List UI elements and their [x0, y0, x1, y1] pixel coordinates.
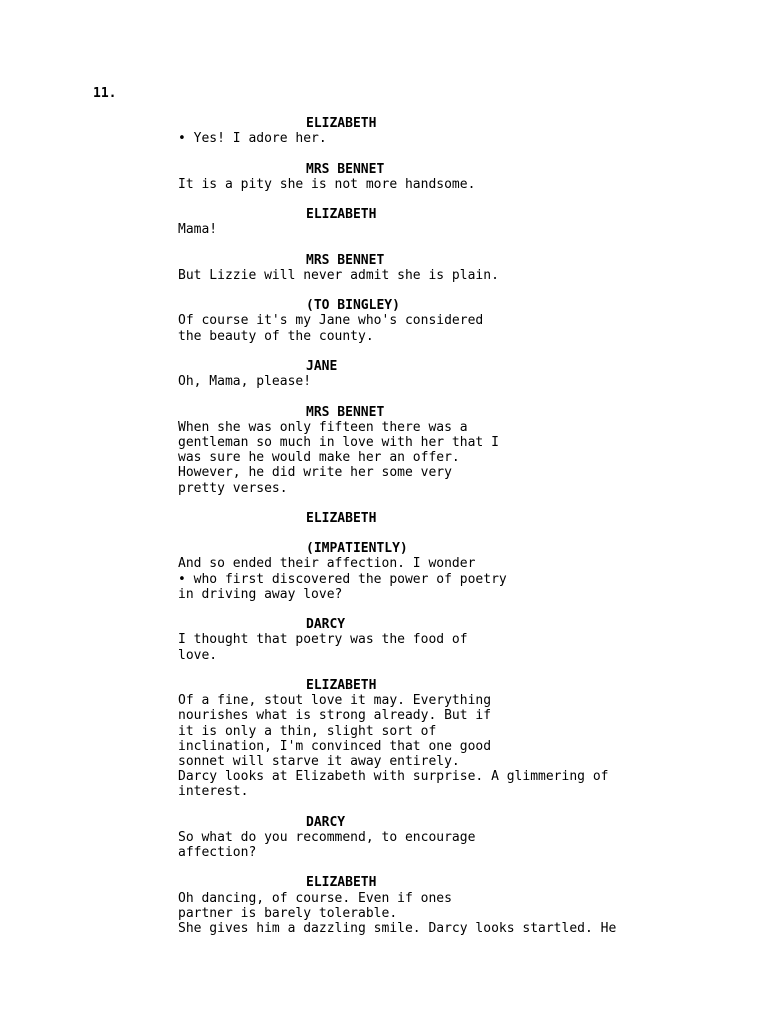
character-name: ELIZABETH	[306, 207, 377, 223]
dialogue-line: sonnet will starve it away entirely.	[178, 753, 460, 769]
dialogue-line: it is only a thin, slight sort of	[178, 723, 437, 739]
dialogue-line: pretty verses.	[178, 480, 288, 496]
dialogue-line: gentleman so much in love with her that I	[178, 434, 499, 450]
dialogue-line: the beauty of the county.	[178, 328, 374, 344]
dialogue-line: When she was only fifteen there was a	[178, 419, 468, 435]
character-name: JANE	[306, 359, 338, 374]
character-name: MRS BENNET	[306, 161, 385, 177]
character-name: DARCY	[306, 617, 346, 633]
character-name: ELIZABETH	[306, 875, 377, 891]
dialogue-line: Oh, Mama, please!	[178, 374, 312, 390]
character-name: MRS BENNET	[306, 404, 385, 420]
dialogue-line: Of course it's my Jane who's considered	[178, 313, 484, 329]
action-line: Darcy looks at Elizabeth with surprise. A glimmering of	[178, 769, 609, 785]
dialogue-line: Mama!	[178, 222, 218, 238]
character-name: ELIZABETH	[306, 510, 377, 526]
dialogue-line: But Lizzie will never admit she is plain.	[178, 267, 499, 283]
dialogue-line: • Yes! I adore her.	[178, 131, 327, 147]
dialogue-line: However, he did write her some very	[178, 465, 452, 481]
parenthetical: (TO BINGLEY)	[306, 298, 400, 314]
script-body	[178, 116, 678, 936]
parenthetical: (IMPATIENTLY)	[306, 541, 408, 557]
dialogue-line: I thought that poetry was the food of	[178, 632, 468, 648]
dialogue-line: was sure he would make her an offer.	[178, 450, 460, 466]
character-name: MRS BENNET	[306, 252, 385, 268]
dialogue-line: • who first discovered the power of poetry	[178, 571, 507, 587]
action-line: She gives him a dazzling smile. Darcy looks startled. He	[178, 920, 617, 936]
dialogue-line: nourishes what is strong already. But if	[178, 708, 492, 724]
dialogue-line: partner is barely tolerable.	[178, 905, 398, 921]
dialogue-line: affection?	[178, 845, 257, 860]
dialogue-line: Of a fine, stout love it may. Everything	[178, 693, 492, 709]
page-number: 11.	[93, 86, 117, 101]
character-name: ELIZABETH	[306, 116, 377, 131]
character-name: ELIZABETH	[306, 677, 377, 693]
dialogue-line: It is a pity she is not more handsome.	[178, 176, 476, 192]
dialogue-line: Oh dancing, of course. Even if ones	[178, 890, 452, 906]
action-line: interest.	[178, 784, 249, 800]
dialogue-line: in driving away love?	[178, 586, 343, 602]
dialogue-line: love.	[178, 647, 218, 663]
dialogue-line: So what do you recommend, to encourage	[178, 829, 476, 845]
character-name: DARCY	[306, 814, 346, 830]
dialogue-line: And so ended their affection. I wonder	[178, 556, 476, 572]
dialogue-line: inclination, I'm convinced that one good	[178, 738, 492, 754]
